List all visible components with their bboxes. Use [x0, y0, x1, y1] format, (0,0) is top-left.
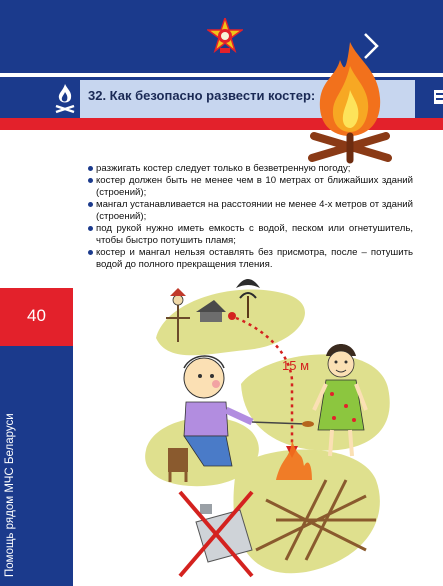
bullet-icon — [88, 178, 93, 183]
campfire-icon — [52, 80, 78, 116]
list-item: костер должен быть не менее чем в 10 метрах от ближайших зданий (строений); — [88, 175, 413, 199]
list-item: под рукой нужно иметь емкость с водой, песком или огнетушитель, чтобы быстро потушить пламя; — [88, 223, 413, 247]
bullet-icon — [88, 202, 93, 207]
safety-rules-list — [88, 163, 413, 271]
list-item: разжигать костер следует только в безветренную погоду; — [88, 163, 413, 175]
distance-label: 15 м — [282, 358, 310, 373]
page-title: 32. Как безопасно развести костер: — [88, 88, 316, 103]
bullet-icon — [88, 226, 93, 231]
sidebar-label: Помощь рядом МЧС Беларуси — [4, 413, 16, 577]
list-item: мангал устанавливается на расстоянии не менее 4-х метров от зданий (строений); — [88, 199, 413, 223]
bullet-icon — [88, 166, 93, 171]
bonfire-icon — [300, 40, 400, 166]
campfire-safety-illustration — [76, 260, 443, 586]
bullet-icon — [88, 250, 93, 255]
page-number: 40 — [27, 306, 46, 325]
page-tab-marker — [432, 88, 443, 106]
list-item: костер и мангал нельзя оставлять без присмотра, после – потушить водой до полного прекращения тления. — [88, 247, 413, 271]
mchs-star-emblem-icon — [207, 18, 243, 56]
house-location-marker — [228, 312, 236, 320]
forbidden-canister-icon — [180, 492, 252, 576]
